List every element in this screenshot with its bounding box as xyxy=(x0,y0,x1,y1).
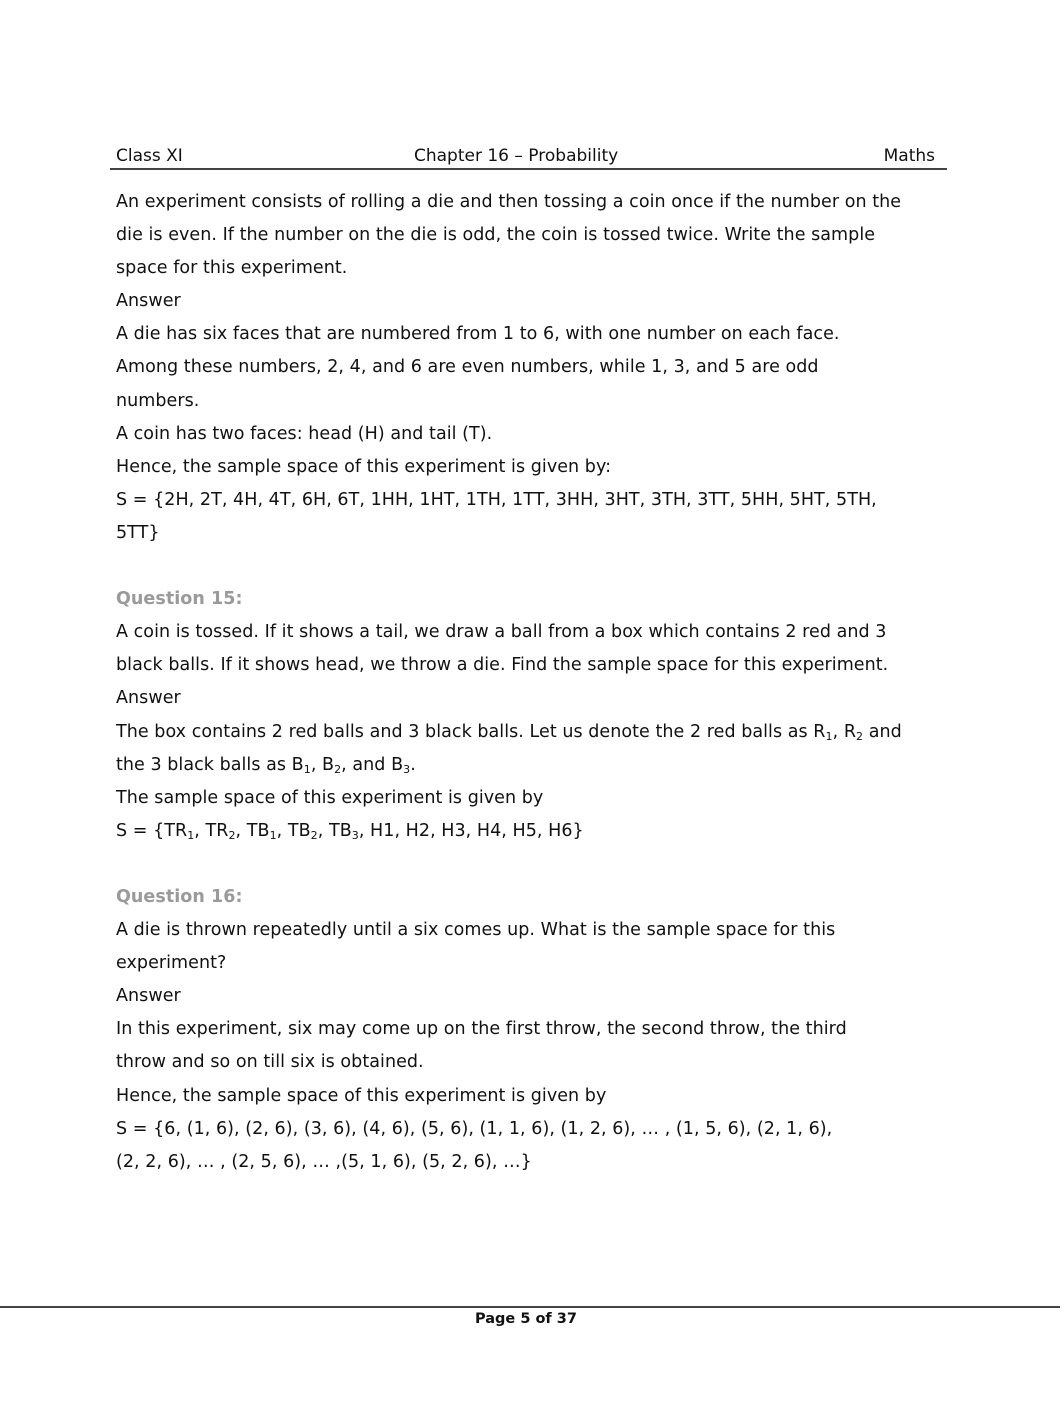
answer-text: throw and so on till six is obtained. xyxy=(116,1052,424,1073)
answer-text: In this experiment, six may come up on the first throw, the second throw, the third xyxy=(116,1019,847,1040)
question-heading: Question 15: xyxy=(116,589,243,610)
question-16-block xyxy=(116,881,946,1179)
sample-space: 5TT} xyxy=(116,522,160,543)
sample-space: S = {2H, 2T, 4H, 4T, 6H, 6T, 1HH, 1HT, 1TH, 1TT, 3HH, 3HT, 3TH, 3TT, 5HH, 5HT, 5TH, xyxy=(116,489,877,510)
answer-label: Answer xyxy=(116,986,181,1007)
question-text: experiment? xyxy=(116,953,227,974)
question-text: die is even. If the number on the die is odd, the coin is tossed twice. Write the sample xyxy=(116,225,876,246)
page-header xyxy=(110,144,947,170)
question-text: An experiment consists of rolling a die and then tossing a coin once if the number on the xyxy=(116,192,902,212)
question-text: A coin is tossed. If it shows a tail, we draw a ball from a box which contains 2 red and 3 xyxy=(116,622,887,643)
document-body xyxy=(116,186,946,1179)
question-text: A die is thrown repeatedly until a six comes up. What is the sample space for this xyxy=(116,920,836,941)
question-15-block xyxy=(116,583,946,848)
question-text: black balls. If it shows head, we throw a die. Find the sample space for this experiment. xyxy=(116,655,889,676)
answer-text: A coin has two faces: head (H) and tail (T). xyxy=(116,423,493,444)
answer-text: Hence, the sample space of this experiment is given by: xyxy=(116,456,612,477)
question-text: space for this experiment. xyxy=(116,258,348,279)
header-subject: Maths xyxy=(883,146,935,166)
answer-text: A die has six faces that are numbered from 1 to 6, with one number on each face. xyxy=(116,324,840,345)
footer-divider xyxy=(0,1306,1060,1308)
answer-label: Answer xyxy=(116,688,181,709)
header-chapter: Chapter 16 – Probability xyxy=(414,146,619,166)
sample-space: $S = \{TR_1$, $TR_2$, $TB_1$, $TB_2$, $TB_3$, H1, H2, H3, H4, H5, H6} xyxy=(116,820,584,842)
question-heading: Question 16: xyxy=(116,886,243,907)
answer-text: Among these numbers, 2, 4, and 6 are even numbers, while 1, 3, and 5 are odd xyxy=(116,357,819,378)
sample-space: (2, 2, 6), … , (2, 5, 6), … ,(5, 1, 6), (5, 2, 6), …} xyxy=(116,1151,532,1172)
answer-text: Hence, the sample space of this experiment is given by xyxy=(116,1085,607,1106)
header-class: Class XI xyxy=(116,146,183,166)
answer-text: The box contains 2 red balls and 3 black balls. Let us denote the 2 red balls as $R_1$, $R_2$ and xyxy=(116,721,902,743)
answer-text: numbers. xyxy=(116,390,200,411)
sample-space: S = {6, (1, 6), (2, 6), (3, 6), (4, 6), (5, 6), (1, 1, 6), (1, 2, 6), … , (1, 5, 6), (2, 1, 6), xyxy=(116,1118,833,1139)
answer-text: the 3 black balls as $B_1$, $B_2$, and $B_3$. xyxy=(116,754,416,776)
question-14-block xyxy=(116,186,946,550)
page-number: Page 5 of 37 xyxy=(475,1311,577,1327)
answer-text: The sample space of this experiment is given by xyxy=(116,787,544,808)
answer-label: Answer xyxy=(116,291,181,312)
